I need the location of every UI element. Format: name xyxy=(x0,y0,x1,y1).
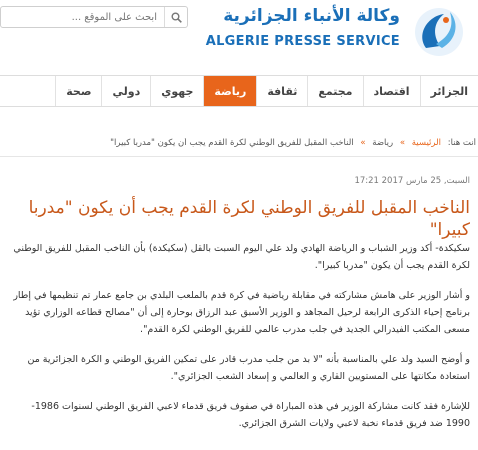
search-icon xyxy=(171,12,182,23)
article-paragraph: للإشارة فقد كانت مشاركة الوزير في هذه المباراة في صفوف فريق قدماء لاعبي الفريق الوطني لسنوات 1986-1990 ضد فريق قدماء نخبة لاعبي ولايات الشرق الجزائري. xyxy=(31,401,470,429)
breadcrumb-home-link[interactable]: الرئيسية xyxy=(411,138,442,148)
site-header xyxy=(0,0,478,72)
article-paragraph: سكيكدة- أكد وزير الشباب و الرياضة الهادي ولد علي اليوم السبت بالقل (سكيكدة) بأن الناخب المقبل للفريق الوطني لكرة القدم يجب أن يكون "مدربا كبيرا". xyxy=(13,243,470,271)
breadcrumb-section-link[interactable]: رياضة xyxy=(372,138,394,148)
nav-item-international[interactable]: دولي xyxy=(101,76,150,106)
search-input[interactable] xyxy=(1,7,161,27)
breadcrumb-separator: » xyxy=(399,138,406,148)
logo-english-text: ALGERIE PRESSE SERVICE xyxy=(205,34,400,49)
breadcrumb-separator: » xyxy=(360,138,366,148)
logo-arabic-text: وكالة الأنباء الجزائرية xyxy=(223,6,400,26)
nav-item-culture[interactable]: ثقافة xyxy=(256,76,307,106)
nav-item-regional[interactable]: جهوي xyxy=(150,76,203,106)
search-box xyxy=(0,6,188,28)
article-paragraph: و أشار الوزير على هامش مشاركته في مقابلة رياضية في كرة قدم بالملعب البلدي بن جامع عمار تم تنظيمها في إطار برنامج إحياء الذكرى الرابعة لرحيل المجاهد و الوزير الأسبق عبد الرزاق بوحارة إلى أن "مصالح قطاعه الوزاري تؤيد مسعى المكتب الفيدرالي الجديد في جلب مدرب عالمي للفريق الوطني لكرة القدم". xyxy=(13,290,470,335)
search-button[interactable] xyxy=(164,7,187,27)
nav-item-economy[interactable]: اقتصاد xyxy=(363,76,420,106)
aps-logo[interactable] xyxy=(205,4,472,60)
article-date: السبت, 25 مارس 2017 17:21 xyxy=(354,176,470,186)
article-body xyxy=(10,240,470,445)
aps-logo-icon xyxy=(406,4,472,60)
breadcrumb-current: الناخب المقبل للفريق الوطني لكرة القدم يجب أن يكون "مدربا كبيرا" xyxy=(110,138,354,148)
nav-item-society[interactable]: مجتمع xyxy=(307,76,362,106)
nav-item-algeria[interactable]: الجزائر xyxy=(420,76,478,106)
breadcrumb-prefix: أنت هنا: xyxy=(447,138,476,148)
nav-item-health[interactable]: صحة xyxy=(55,76,101,106)
breadcrumb xyxy=(0,138,478,157)
article-title: الناخب المقبل للفريق الوطني لكرة القدم يجب أن يكون "مدربا كبيرا" xyxy=(28,198,470,240)
main-nav xyxy=(0,75,478,107)
article-paragraph: و أوضح السيد ولد علي بالمناسبة بأنه "لا بد من جلب مدرب قادر على تمكين الفريق الوطني و الكرة الجزائرية من استعادة مكانتها على المستويين القاري و العالمي و إسعاد الشعب الجزائري". xyxy=(27,354,470,382)
nav-item-sport[interactable]: رياضة xyxy=(203,76,256,106)
